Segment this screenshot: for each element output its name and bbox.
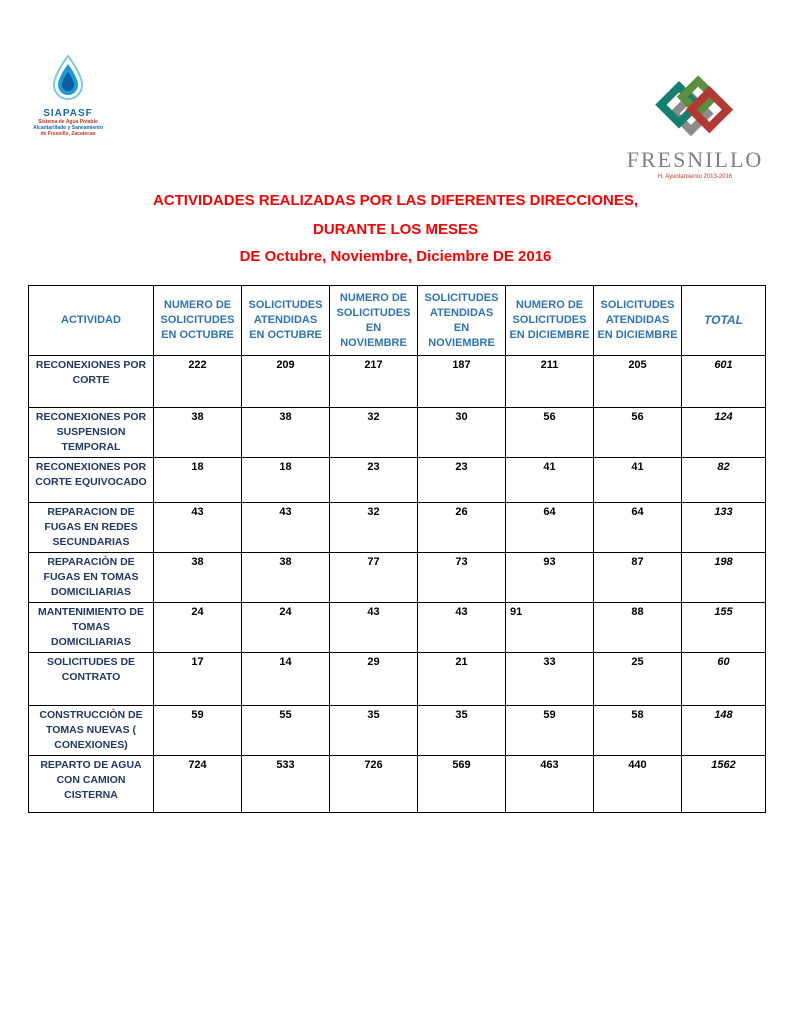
page-title — [0, 186, 791, 244]
activity-cell: REPARTO DE AGUA CON CAMION CISTERNA — [29, 756, 154, 813]
siapasf-tagline-line: Alcantarillado y Saneamiento — [33, 125, 103, 131]
value-cell: 59 — [154, 706, 242, 756]
value-cell: 569 — [418, 756, 506, 813]
fresnillo-wordmark: FRESNILLO — [626, 147, 764, 172]
value-cell: 32 — [330, 408, 418, 458]
activity-cell: REPARACION DE FUGAS EN REDES SECUNDARIAS — [29, 503, 154, 553]
value-cell: 533 — [242, 756, 330, 813]
header-cell-actividad: ACTIVIDAD — [29, 286, 154, 356]
value-cell: 14 — [242, 653, 330, 706]
total-cell: 155 — [682, 603, 766, 653]
value-cell: 205 — [594, 356, 682, 408]
value-cell: 38 — [154, 408, 242, 458]
siapasf-tagline — [22, 119, 114, 137]
value-cell: 43 — [154, 503, 242, 553]
table-row — [29, 503, 766, 553]
value-cell: 59 — [506, 706, 594, 756]
total-cell: 124 — [682, 408, 766, 458]
value-cell: 56 — [506, 408, 594, 458]
value-cell: 35 — [418, 706, 506, 756]
value-cell: 43 — [242, 503, 330, 553]
value-cell: 23 — [418, 458, 506, 503]
value-cell: 33 — [506, 653, 594, 706]
fresnillo-logo — [625, 76, 765, 180]
value-cell: 222 — [154, 356, 242, 408]
header-cell: SOLICITUDES ATENDIDAS EN OCTUBRE — [242, 286, 330, 356]
table-row — [29, 458, 766, 503]
siapasf-logo — [22, 54, 114, 137]
total-cell: 1562 — [682, 756, 766, 813]
header-cell: NUMERO DE SOLICITUDES EN OCTUBRE — [154, 286, 242, 356]
value-cell: 93 — [506, 553, 594, 603]
value-cell: 23 — [330, 458, 418, 503]
table-header-row — [29, 286, 766, 356]
header-cell: NUMERO DE SOLICITUDES EN DICIEMBRE — [506, 286, 594, 356]
activity-cell: CONSTRUCCIÒN DE TOMAS NUEVAS ( CONEXIONES) — [29, 706, 154, 756]
value-cell: 217 — [330, 356, 418, 408]
fresnillo-tagline: H. Ayuntamiento 2013-2016 — [657, 174, 733, 180]
value-cell: 43 — [330, 603, 418, 653]
page-title-line1: ACTIVIDADES REALIZADAS POR LAS DIFERENTES DIRECCIONES, — [152, 192, 639, 209]
value-cell: 209 — [242, 356, 330, 408]
siapasf-tagline-line: de Fresnillo, Zacatecas — [40, 131, 96, 137]
value-cell: 21 — [418, 653, 506, 706]
total-cell: 133 — [682, 503, 766, 553]
header-cell: NUMERO DE SOLICITUDES EN NOVIEMBRE — [330, 286, 418, 356]
water-drop-icon — [48, 89, 88, 106]
header-cell: SOLICITUDES ATENDIDAS EN DICIEMBRE — [594, 286, 682, 356]
value-cell: 18 — [242, 458, 330, 503]
value-cell: 17 — [154, 653, 242, 706]
siapasf-tagline-line: Sistema de Agua Potable — [38, 119, 98, 125]
value-cell: 77 — [330, 553, 418, 603]
activity-cell: SOLICITUDES DE CONTRATO — [29, 653, 154, 706]
value-cell: 724 — [154, 756, 242, 813]
activity-cell: RECONEXIONES POR CORTE — [29, 356, 154, 408]
value-cell: 64 — [594, 503, 682, 553]
value-cell: 26 — [418, 503, 506, 553]
page-title-line2: DURANTE LOS MESES — [312, 221, 478, 238]
activities-table — [28, 285, 766, 813]
page-subtitle: DE Octubre, Noviembre, Diciembre DE 2016 — [239, 248, 552, 265]
value-cell: 38 — [154, 553, 242, 603]
table-row — [29, 706, 766, 756]
value-cell: 64 — [506, 503, 594, 553]
value-cell: 43 — [418, 603, 506, 653]
activity-cell: RECONEXIONES POR SUSPENSION TEMPORAL — [29, 408, 154, 458]
table-row — [29, 553, 766, 603]
table-row — [29, 603, 766, 653]
value-cell: 35 — [330, 706, 418, 756]
value-cell: 211 — [506, 356, 594, 408]
value-cell: 88 — [594, 603, 682, 653]
activities-table-wrap — [28, 285, 765, 813]
total-cell: 601 — [682, 356, 766, 408]
total-cell: 148 — [682, 706, 766, 756]
table-row — [29, 356, 766, 408]
value-cell: 58 — [594, 706, 682, 756]
value-cell: 32 — [330, 503, 418, 553]
value-cell: 56 — [594, 408, 682, 458]
activity-cell: MANTENIMIENTO DE TOMAS DOMICILIARIAS — [29, 603, 154, 653]
header-cell: SOLICITUDES ATENDIDAS EN NOVIEMBRE — [418, 286, 506, 356]
table-row — [29, 653, 766, 706]
value-cell: 38 — [242, 408, 330, 458]
value-cell: 41 — [506, 458, 594, 503]
value-cell: 187 — [418, 356, 506, 408]
table-row — [29, 408, 766, 458]
value-cell: 25 — [594, 653, 682, 706]
value-cell: 726 — [330, 756, 418, 813]
activity-cell: REPARACIÒN DE FUGAS EN TOMAS DOMICILIARIAS — [29, 553, 154, 603]
total-cell: 82 — [682, 458, 766, 503]
total-cell: 60 — [682, 653, 766, 706]
value-cell: 440 — [594, 756, 682, 813]
value-cell: 29 — [330, 653, 418, 706]
value-cell: 30 — [418, 408, 506, 458]
value-cell: 24 — [154, 603, 242, 653]
header-cell-total: TOTAL — [682, 286, 766, 356]
table-body — [29, 356, 766, 813]
value-cell: 24 — [242, 603, 330, 653]
fresnillo-knot-icon — [647, 127, 743, 144]
value-cell: 18 — [154, 458, 242, 503]
value-cell: 463 — [506, 756, 594, 813]
value-cell: 38 — [242, 553, 330, 603]
value-cell: 87 — [594, 553, 682, 603]
value-cell: 73 — [418, 553, 506, 603]
table-row — [29, 756, 766, 813]
value-cell: 91 — [506, 603, 594, 653]
total-cell: 198 — [682, 553, 766, 603]
value-cell: 41 — [594, 458, 682, 503]
siapasf-acronym: SIAPASF — [43, 108, 93, 119]
activity-cell: RECONEXIONES POR CORTE EQUIVOCADO — [29, 458, 154, 503]
value-cell: 55 — [242, 706, 330, 756]
